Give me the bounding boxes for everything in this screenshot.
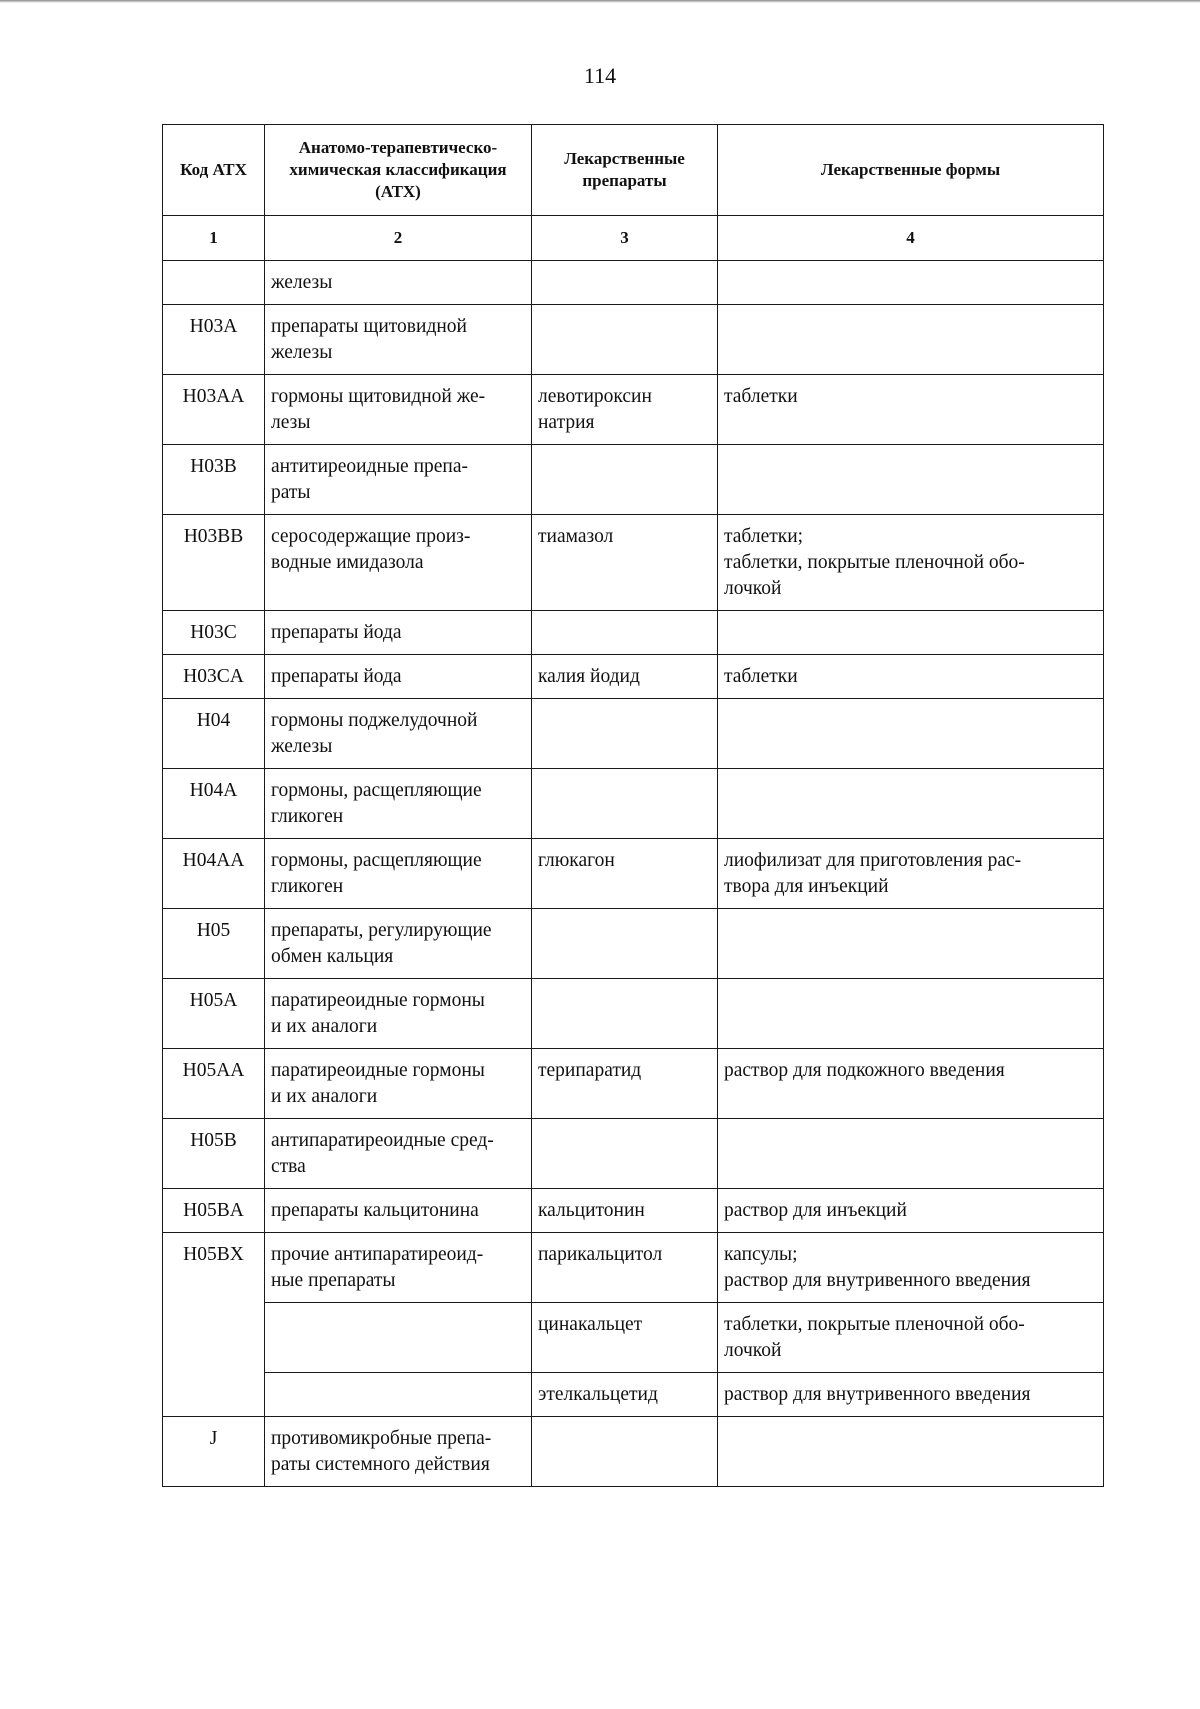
dosage-form-line: таблетки (724, 386, 798, 407)
header-atx-code: Код АТХ (163, 125, 265, 216)
classification-line: гормоны щитовидной же- (271, 386, 486, 407)
classification-line: железы (271, 272, 333, 293)
atx-drug-table (162, 124, 1104, 1487)
column-number-1: 1 (163, 216, 265, 261)
classification-line: ные препараты (271, 1270, 396, 1291)
header-classification: Анатомо-терапевтическо-химическая классификация (АТХ) (265, 125, 532, 216)
dosage-form-cell (718, 909, 1104, 979)
dosage-form-cell (718, 375, 1104, 445)
classification-cell (265, 1233, 532, 1303)
dosage-form-cell (718, 261, 1104, 305)
table-row (163, 375, 1104, 445)
dosage-form-cell (718, 839, 1104, 909)
classification-cell (265, 655, 532, 699)
classification-line: ства (271, 1156, 306, 1177)
classification-cell (265, 979, 532, 1049)
drug-line: цинакальцет (538, 1314, 643, 1335)
drug-cell (532, 769, 718, 839)
drug-cell (532, 655, 718, 699)
dosage-form-cell (718, 1417, 1104, 1487)
dosage-form-cell (718, 979, 1104, 1049)
atx-code-cell: H05A (163, 979, 265, 1049)
atx-code-cell: H04A (163, 769, 265, 839)
dosage-form-cell (718, 515, 1104, 611)
table-row (163, 769, 1104, 839)
classification-cell (265, 1417, 532, 1487)
classification-line: противомикробные препа- (271, 1428, 492, 1449)
dosage-form-line: раствор для подкожного введения (724, 1060, 1005, 1081)
drug-cell (532, 515, 718, 611)
classification-line: обмен кальция (271, 946, 394, 967)
drug-cell (532, 699, 718, 769)
dosage-form-line: раствор для инъекций (724, 1200, 907, 1221)
atx-code-cell: H05BX (163, 1233, 265, 1417)
classification-line: прочие антипаратиреоид- (271, 1244, 484, 1265)
table-row (163, 909, 1104, 979)
column-number-3: 3 (532, 216, 718, 261)
scan-top-edge (0, 0, 1200, 3)
drug-cell (532, 1233, 718, 1303)
table-row (163, 1233, 1104, 1303)
classification-line: гликоген (271, 876, 344, 897)
classification-cell (265, 909, 532, 979)
table-row (163, 305, 1104, 375)
table-row (163, 1119, 1104, 1189)
classification-line: препараты щитовидной (271, 316, 467, 337)
dosage-form-cell (718, 699, 1104, 769)
dosage-form-cell (718, 1233, 1104, 1303)
drug-cell (532, 1417, 718, 1487)
header-row (163, 125, 1104, 216)
classification-line: и их аналоги (271, 1086, 378, 1107)
table-row (163, 1417, 1104, 1487)
table-row (163, 515, 1104, 611)
table-body (163, 216, 1104, 1487)
table-row (163, 839, 1104, 909)
table-row (163, 1049, 1104, 1119)
table-row (163, 611, 1104, 655)
atx-code-cell (163, 261, 265, 305)
drug-cell (532, 1049, 718, 1119)
atx-code-cell: H03AA (163, 375, 265, 445)
atx-code-cell: H03BB (163, 515, 265, 611)
dosage-form-line: таблетки (724, 666, 798, 687)
drug-cell (532, 1373, 718, 1417)
classification-cell (265, 375, 532, 445)
table-row (163, 979, 1104, 1049)
classification-line: гормоны, расщепляющие (271, 780, 482, 801)
classification-line: раты (271, 482, 311, 503)
drug-line: парикальцитол (538, 1244, 663, 1265)
drug-line: калия йодид (538, 666, 640, 687)
header-dosage-forms: Лекарственные формы (718, 125, 1104, 216)
classification-line: лезы (271, 412, 311, 433)
dosage-form-cell (718, 655, 1104, 699)
column-number-row (163, 216, 1104, 261)
drug-cell (532, 261, 718, 305)
classification-cell (265, 445, 532, 515)
column-number-2: 2 (265, 216, 532, 261)
table-header (163, 125, 1104, 216)
classification-line: препараты йода (271, 622, 402, 643)
classification-line: и их аналоги (271, 1016, 378, 1037)
dosage-form-cell (718, 1373, 1104, 1417)
drug-line: левотироксин (538, 386, 652, 407)
classification-line: антитиреоидные препа- (271, 456, 469, 477)
drug-cell (532, 839, 718, 909)
atx-code-cell: H03B (163, 445, 265, 515)
drug-cell (532, 445, 718, 515)
classification-line: гормоны, расщепляющие (271, 850, 482, 871)
classification-cell (265, 515, 532, 611)
classification-cell (265, 1303, 532, 1373)
classification-cell (265, 839, 532, 909)
drug-cell (532, 909, 718, 979)
atx-code-cell: J (163, 1417, 265, 1487)
drug-cell (532, 375, 718, 445)
dosage-form-cell (718, 1189, 1104, 1233)
dosage-form-cell (718, 1303, 1104, 1373)
page-number: 114 (583, 63, 617, 88)
table-row (163, 1303, 1104, 1373)
atx-code-cell: H03A (163, 305, 265, 375)
dosage-form-line: лочкой (724, 1340, 782, 1361)
classification-line: гормоны поджелудочной (271, 710, 478, 731)
dosage-form-line: таблетки, покрытые пленочной обо- (724, 552, 1025, 573)
drug-line: кальцитонин (538, 1200, 645, 1221)
classification-line: раты системного действия (271, 1454, 490, 1475)
drug-line: терипаратид (538, 1060, 642, 1081)
dosage-form-line: капсулы; (724, 1244, 798, 1265)
classification-cell (265, 611, 532, 655)
classification-cell (265, 1119, 532, 1189)
classification-line: железы (271, 342, 333, 363)
atx-code-cell: H03CA (163, 655, 265, 699)
drug-cell (532, 1303, 718, 1373)
drug-cell (532, 305, 718, 375)
classification-cell (265, 699, 532, 769)
table-row (163, 699, 1104, 769)
table-row (163, 655, 1104, 699)
classification-cell (265, 1189, 532, 1233)
drug-cell (532, 1119, 718, 1189)
drug-line: натрия (538, 412, 595, 433)
dosage-form-line: таблетки; (724, 526, 804, 547)
classification-cell (265, 1049, 532, 1119)
classification-line: водные имидазола (271, 552, 424, 573)
dosage-form-cell (718, 445, 1104, 515)
classification-line: препараты йода (271, 666, 402, 687)
dosage-form-cell (718, 1119, 1104, 1189)
classification-line: паратиреоидные гормоны (271, 990, 485, 1011)
atx-code-cell: H05BA (163, 1189, 265, 1233)
classification-cell (265, 305, 532, 375)
dosage-form-cell (718, 769, 1104, 839)
classification-line: антипаратиреоидные сред- (271, 1130, 494, 1151)
table-row (163, 1373, 1104, 1417)
drug-line: этелкальцетид (538, 1384, 658, 1405)
classification-line: железы (271, 736, 333, 757)
header-drugs: Лекарственные препараты (532, 125, 718, 216)
classification-line: гликоген (271, 806, 344, 827)
drug-line: глюкагон (538, 850, 615, 871)
dosage-form-cell (718, 1049, 1104, 1119)
atx-code-cell: H04AA (163, 839, 265, 909)
classification-cell (265, 1373, 532, 1417)
classification-cell (265, 769, 532, 839)
atx-code-cell: H03C (163, 611, 265, 655)
classification-line: паратиреоидные гормоны (271, 1060, 485, 1081)
atx-code-cell: H05AA (163, 1049, 265, 1119)
dosage-form-cell (718, 305, 1104, 375)
classification-line: препараты, регулирующие (271, 920, 492, 941)
drug-line: тиамазол (538, 526, 614, 547)
dosage-form-cell (718, 611, 1104, 655)
table-row (163, 445, 1104, 515)
classification-cell (265, 261, 532, 305)
atx-code-cell: H04 (163, 699, 265, 769)
drug-cell (532, 611, 718, 655)
dosage-form-line: раствор для внутривенного введения (724, 1270, 1031, 1291)
dosage-form-line: лочкой (724, 578, 782, 599)
column-number-4: 4 (718, 216, 1104, 261)
classification-line: препараты кальцитонина (271, 1200, 479, 1221)
table-row (163, 1189, 1104, 1233)
dosage-form-line: раствор для внутривенного введения (724, 1384, 1031, 1405)
table-row (163, 261, 1104, 305)
atx-code-cell: H05 (163, 909, 265, 979)
classification-line: серосодержащие произ- (271, 526, 471, 547)
atx-code-cell: H05B (163, 1119, 265, 1189)
dosage-form-line: твора для инъекций (724, 876, 889, 897)
drug-cell (532, 979, 718, 1049)
drug-cell (532, 1189, 718, 1233)
dosage-form-line: лиофилизат для приготовления рас- (724, 850, 1022, 871)
dosage-form-line: таблетки, покрытые пленочной обо- (724, 1314, 1025, 1335)
